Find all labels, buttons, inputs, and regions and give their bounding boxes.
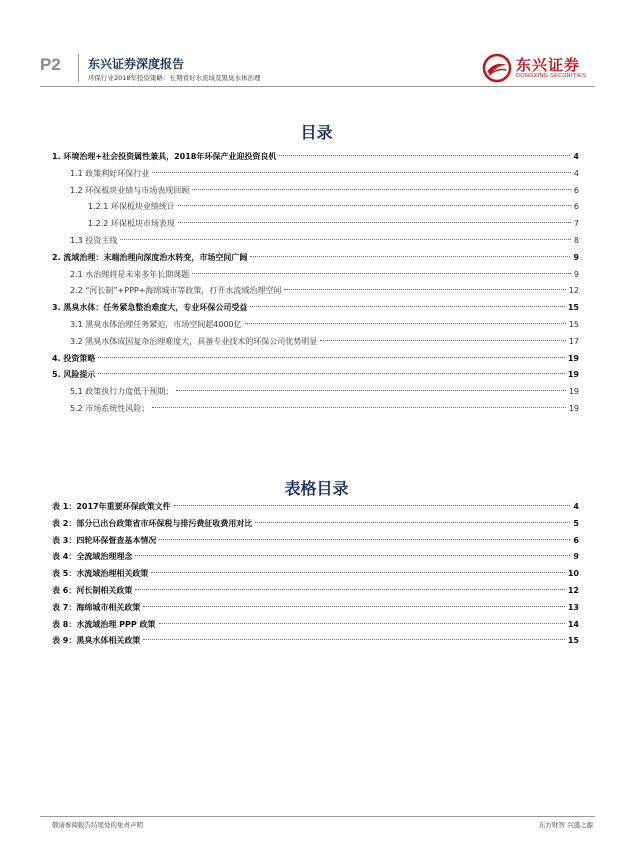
toc-entry-label: 5.2 市场系统性风险； [70, 404, 150, 413]
toc-entry[interactable] [52, 352, 579, 366]
toc-entry[interactable] [52, 385, 579, 399]
toc-leader-dots [245, 323, 566, 324]
toc-leader-dots [192, 189, 571, 190]
toc-entry-label: 3. 黑臭水体：任务紧急整治难度大，专业环保公司受益 [52, 303, 248, 313]
toc-entry-page: 15 [567, 636, 579, 646]
toc-entry[interactable] [52, 335, 579, 349]
toc-entry-label: 表 7：海绵城市相关政策 [52, 602, 141, 612]
logo-text: 东兴证券 [516, 56, 581, 74]
page-number: P2 [40, 55, 61, 74]
toc-entry[interactable] [52, 251, 579, 265]
toc-leader-dots [178, 222, 571, 223]
toc-entry-label: 1.1 政策利好环保行业 [70, 168, 150, 178]
toc-leader-dots [279, 155, 570, 156]
toc-entry[interactable] [52, 217, 579, 231]
toc-entry-label: 2. 流域治理：末端治理向深度治水转变，市场空间广阔 [52, 252, 248, 262]
toc-entry-label: 表 2：部分已出台政策省市环保税与排污费征收费用对比 [52, 518, 253, 528]
toc-entry-page: 13 [567, 602, 579, 612]
toc-entry[interactable] [52, 618, 579, 632]
toc-entry-label: 表 5：水流域治理相关政策 [52, 569, 149, 579]
toc-entry[interactable] [52, 368, 579, 382]
toc-leader-dots [135, 589, 565, 590]
toc-entry[interactable] [52, 301, 579, 315]
toc-entry-page: 9 [573, 269, 579, 279]
footer-slogan: 东方财智 兴盛之源 [538, 821, 593, 829]
toc-entry[interactable] [52, 634, 579, 648]
footer-disclaimer: 敬请参阅报告结尾处的免责声明 [52, 821, 143, 829]
toc-entry[interactable] [52, 200, 579, 214]
toc-entry-page: 4 [573, 168, 579, 178]
toc-entry-page: 19 [567, 353, 579, 363]
toc-leader-dots [135, 555, 570, 556]
tables-toc-title: 表格目录 [284, 479, 349, 498]
toc-leader-dots [174, 505, 571, 506]
toc-leader-dots [250, 306, 564, 307]
toc-entry-page: 15 [567, 303, 579, 313]
toc-entry[interactable] [52, 318, 579, 332]
toc-entry[interactable] [52, 184, 579, 198]
toc-entry-page: 10 [567, 569, 579, 579]
toc-entry[interactable] [52, 517, 579, 531]
toc-entry[interactable] [52, 500, 579, 514]
toc-entry-page: 6 [573, 185, 579, 195]
toc-entry[interactable] [52, 584, 579, 598]
toc-entry-label: 1.2 环保板块业绩与市场表现回顾 [70, 185, 190, 195]
report-title: 东兴证券深度报告 [88, 57, 185, 71]
toc-leader-dots [143, 606, 565, 607]
toc-entry[interactable] [52, 534, 579, 548]
toc-leader-dots [178, 205, 571, 206]
toc-leader-dots [176, 390, 566, 391]
toc-entry-label: 表 3：四轮环保督查基本情况 [52, 535, 157, 545]
report-subtitle: 环保行业2018年投资策略：长期看好水流域及黑臭水体治理 [88, 74, 261, 82]
toc-entry[interactable] [52, 234, 579, 248]
company-logo [482, 52, 597, 84]
toc-entry-page: 4 [573, 502, 579, 511]
toc-entry-page: 19 [568, 404, 579, 413]
logo-mark-icon [482, 53, 512, 83]
toc-entry-label: 5. 风险提示 [52, 370, 96, 380]
toc-leader-dots [151, 572, 565, 573]
toc-entry-label: 4. 投资策略 [52, 353, 96, 363]
toc-leader-dots [152, 172, 571, 173]
toc-entry-label: 表 4：全流域治理理念 [52, 552, 133, 562]
toc-leader-dots [98, 357, 564, 358]
toc-leader-dots [152, 407, 566, 408]
toc-leader-dots [192, 273, 571, 274]
toc-entry[interactable] [52, 284, 579, 298]
toc-entry-label: 1.3 投资主线 [70, 236, 118, 245]
logo-english: DONGXING SECURITIES [516, 73, 587, 79]
toc-leader-dots [120, 239, 571, 240]
header-divider [78, 54, 79, 82]
toc-entry-page: 15 [568, 320, 579, 329]
toc-entry-page: 7 [573, 219, 579, 229]
toc-entry-label: 2.2 “河长制”+PPP+海绵城市等政策，打开水流域治理空间 [70, 286, 282, 296]
toc-entry-page: 19 [568, 387, 579, 397]
toc-entry-page: 5 [573, 518, 579, 528]
toc-entry-page: 19 [567, 370, 579, 380]
toc-leader-dots [159, 539, 570, 540]
toc-entry-page: 6 [573, 202, 579, 212]
toc-entry[interactable] [52, 167, 579, 181]
toc-entry-label: 1.2.1 环保板块业绩统计 [88, 202, 175, 212]
toc-entry[interactable] [52, 150, 579, 164]
toc-entry[interactable] [52, 402, 579, 416]
toc-entry-page: 4 [573, 152, 579, 161]
toc-entry-label: 3.2 黑臭水体成因复杂治理难度大，具备专业技术的环保公司优势明显 [70, 336, 318, 346]
toc-entry-page: 9 [573, 552, 579, 562]
toc-leader-dots [250, 256, 570, 257]
toc-entry-label: 1.2.2 环保板块市场表现 [88, 219, 175, 229]
toc-entry-label: 5.1 政策执行力度低于预期； [70, 387, 174, 397]
toc-entry-page: 14 [567, 619, 579, 629]
toc-entry-label: 表 8：水流域治理 PPP 政策 [52, 619, 156, 629]
toc-entry-label: 2.1 水治理将是未来多年长期课题 [70, 269, 190, 279]
toc-leader-dots [143, 639, 565, 640]
header-rule [40, 86, 595, 87]
toc-leader-dots [98, 373, 564, 374]
toc-entry[interactable] [52, 567, 579, 581]
toc-title: 目录 [300, 123, 333, 142]
toc-entry-label: 表 9：黑臭水体相关政策 [52, 636, 141, 646]
toc-leader-dots [320, 340, 566, 341]
toc-entry-label: 表 6：河长制相关政策 [52, 586, 133, 595]
toc-entry[interactable] [52, 601, 579, 615]
footer-rule [40, 816, 595, 817]
toc-entry-page: 6 [573, 535, 579, 545]
toc-leader-dots [159, 623, 565, 624]
toc-entry-label: 表 1：2017年重要环保政策文件 [52, 502, 171, 511]
toc-leader-dots [284, 289, 565, 290]
toc-entry-label: 1. 环境治理+社会投资属性兼具，2018年环保产业迎投资良机 [52, 152, 277, 161]
toc-leader-dots [255, 522, 570, 523]
toc-entry-page: 12 [567, 586, 579, 595]
toc-entry-page: 8 [573, 236, 579, 245]
toc-entry-label: 3.1 黑臭水体治理任务紧迫，市场空间超4000亿 [70, 320, 242, 329]
toc-entry-page: 17 [568, 336, 579, 346]
toc-entry[interactable] [52, 550, 579, 564]
toc-entry-page: 12 [568, 286, 579, 296]
toc-entry-page: 9 [573, 252, 579, 262]
toc-entry[interactable] [52, 268, 579, 282]
